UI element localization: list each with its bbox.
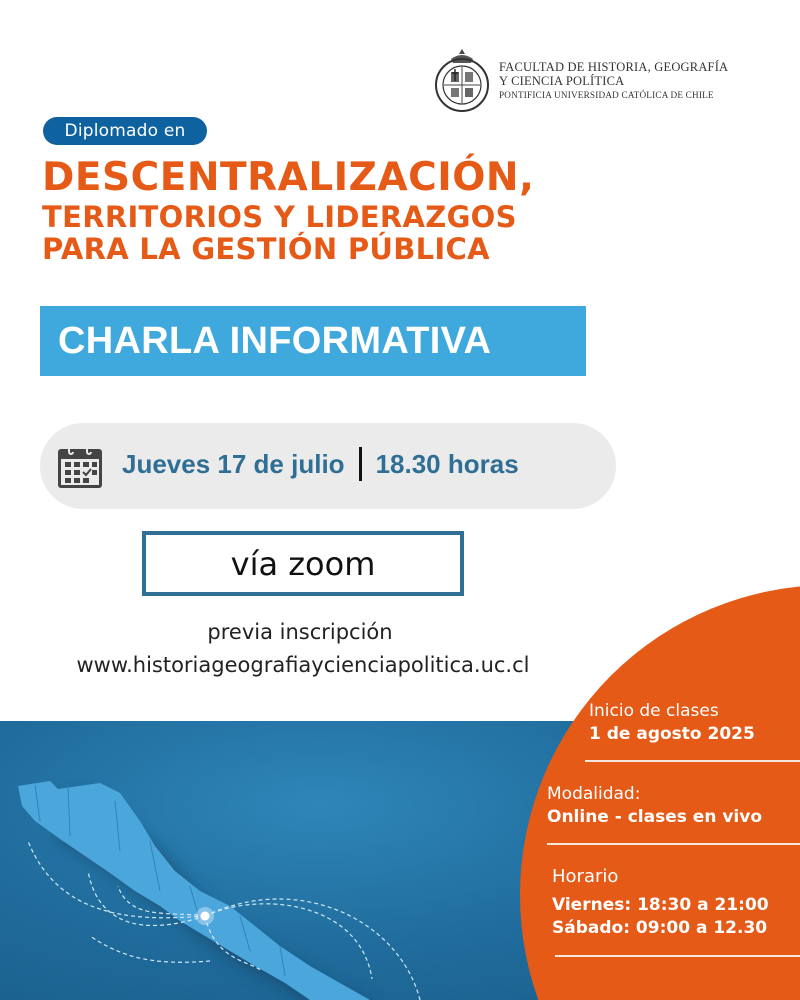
faculty-name-line2: Y CIENCIA POLÍTICA (499, 74, 625, 89)
modality-value: Online - clases en vivo (547, 807, 763, 827)
divider-1 (585, 760, 800, 762)
university-seal-icon (433, 47, 491, 113)
title-line-2: TERRITORIOS Y LIDERAZGOS (42, 200, 517, 234)
faculty-name-line1: FACULTAD DE HISTORIA, GEOGRAFÍA (499, 59, 729, 74)
title-line-1: DESCENTRALIZACIÓN, (42, 155, 535, 200)
program-type-badge: Diplomado en (43, 117, 207, 145)
university-name: PONTIFICIA UNIVERSIDAD CATÓLICA DE CHILE (499, 89, 714, 100)
schedule-friday: Viernes: 18:30 a 21:00 (552, 895, 769, 915)
start-date-label: Inicio de clases (589, 701, 719, 721)
website-link[interactable]: www.historiageografiaycienciapolitica.uc.cl (76, 653, 530, 677)
divider-2 (547, 843, 800, 845)
calendar-icon (56, 442, 104, 490)
faculty-logo (433, 47, 728, 113)
event-platform-box: vía zoom (142, 531, 464, 596)
event-date: Jueves 17 de julio (122, 448, 345, 479)
divider-3 (555, 955, 800, 957)
start-date-value: 1 de agosto 2025 (589, 724, 755, 744)
event-type-banner: CHARLA INFORMATIVA (40, 306, 586, 376)
event-time: 18.30 horas (375, 448, 519, 479)
modality-label: Modalidad: (547, 784, 641, 804)
schedule-saturday: Sábado: 09:00 a 12.30 (552, 918, 768, 938)
program-title (42, 155, 535, 266)
date-time-divider (359, 447, 362, 481)
schedule-label: Horario (552, 866, 619, 887)
registration-note: previa inscripción (207, 620, 393, 644)
title-line-3: PARA LA GESTIÓN PÚBLICA (42, 232, 490, 266)
event-date-pill (40, 423, 616, 509)
